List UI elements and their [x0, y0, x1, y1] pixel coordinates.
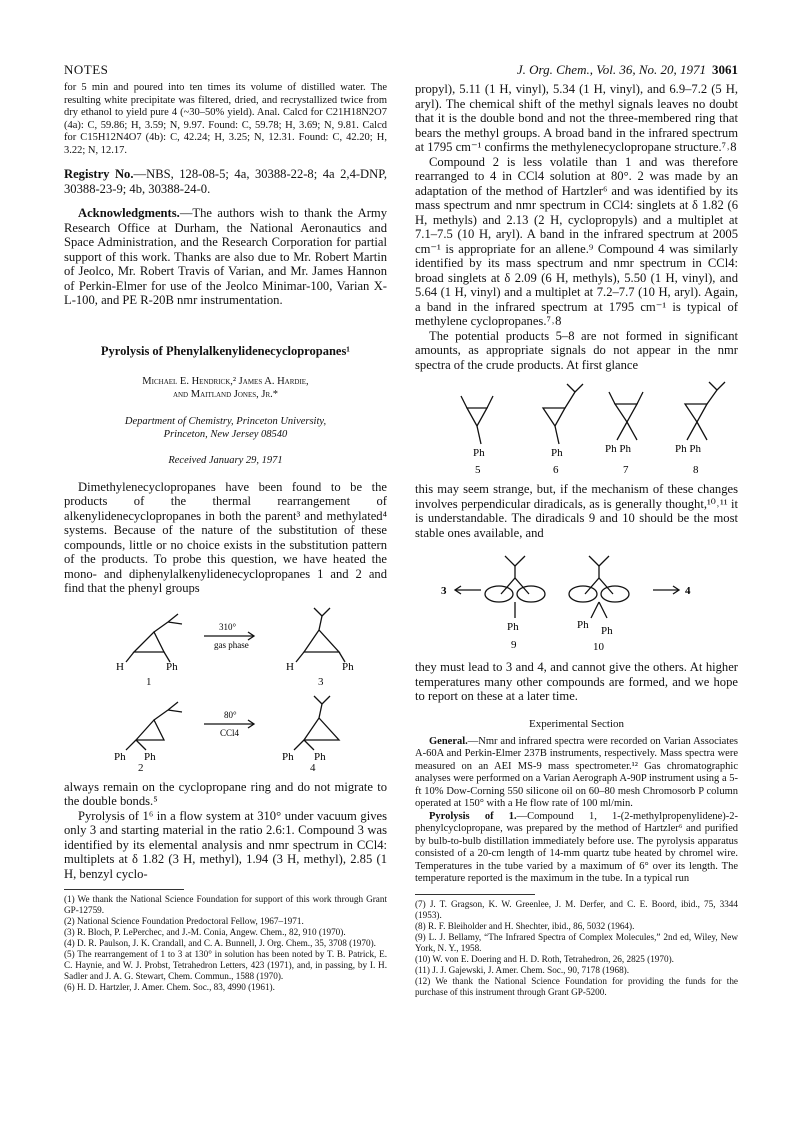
scheme2-ph-right-2: Ph: [314, 750, 326, 762]
footnotes-left: [64, 894, 387, 993]
compound-9-label: 9: [511, 639, 517, 651]
footnote: (3) R. Bloch, P. LePerchec, and J.-M. Conia, Angew. Chem., 82, 910 (1970).: [64, 927, 346, 937]
compound-10-label: 10: [593, 641, 604, 653]
diradicals-scheme: [415, 546, 738, 656]
affiliation: [64, 415, 387, 441]
struct7-ph: Ph Ph: [605, 443, 631, 455]
footnotes-right: [415, 899, 738, 998]
body-paragraph-5: Compound 2 is less volatile than 1 and was therefore rearranged to 4 in CCl4 solution at 80°. 2 was made by an adaptation of the method of Hartzler⁶ and was identified by its mass spectrum and nmr spectrum in CCl4: singlets at δ 1.82 (6 H, methyls) and 2.13 (2 H, cyclopropyls) and a multiplet at 7.1–7.5 (10 H, aryl). A band in the infrared spectrum at 2005 cm⁻¹ is appropriate for an allene.⁹ Compound 4 was similarly identified by its mass spectrum and nmr spectrum in CCl4: broad singlets at δ 2.09 (6 H, methyls), 5.50 (1 H, vinyl), and 5.64 (1 H, vinyl) and a multiplet at 7.2–7.7 (10 H, aryl). Again, a band in the infrared spectrum at 1795 cm⁻¹ is typical of methylene cyclopropanes.⁷˒8: [415, 154, 738, 328]
diradical-left-arrow-label: 3: [441, 585, 447, 597]
authors-line-2: and Maitland Jones, Jr.*: [172, 388, 279, 400]
registry-text: —NBS, 128-08-5; 4a, 30388-22-8; 4a 2,4-DNP, 30388-23-9; 4b, 30388-24-0.: [64, 167, 388, 196]
scheme1-h-right: H: [286, 660, 294, 673]
diradical-9-ph: Ph: [507, 621, 519, 633]
body-paragraph-6: The potential products 5–8 are not formed in significant amounts, as appropriate signals do not appear in the nmr spectra of the crude products. At first glance: [415, 328, 738, 372]
diradical-10-ph-1: Ph: [577, 619, 589, 631]
page-number: 3061: [712, 62, 738, 77]
body-paragraph-7: this may seem strange, but, if the mechanism of these changes involves perpendicular diradicals, as is generally thought,¹⁰˒¹¹ it is understandable. The diradicals 9 and 10 should be the most stable ones available, and: [415, 482, 738, 540]
scheme2-condition-top: 80°: [224, 709, 237, 720]
compound-5-label: 5: [475, 464, 481, 476]
footnote: (9) L. J. Bellamy, “The Infrared Spectra of Complex Molecules,” 2nd ed, Wiley, New York, N. Y., 1958.: [415, 931, 738, 953]
scheme2-labels: [64, 762, 387, 776]
scheme2-ph-left-2: Ph: [144, 750, 156, 762]
compound-8-label: 8: [693, 464, 699, 476]
scheme2-condition-bottom: CCl4: [220, 727, 240, 738]
footnote: (11) J. J. Gajewski, J. Amer. Chem. Soc., 90, 7178 (1968).: [415, 964, 630, 975]
structures-5-8: [415, 378, 738, 478]
running-header-journal: [517, 62, 738, 78]
reaction-scheme-2: [64, 692, 387, 762]
scheme2-ph-left-1: Ph: [114, 750, 126, 762]
general-label: General.: [429, 735, 468, 747]
ack-label: Acknowledgments.: [78, 206, 180, 220]
body-paragraph-4: propyl), 5.11 (1 H, vinyl), 5.34 (1 H, vinyl), and 6.9–7.2 (5 H, aryl). The chemical shift of the methyl signals leaves no doubt that it is the double bond and not the three-membered ring that bears the methyl groups. A broad band in the infrared spectrum at 1795 cm⁻¹ confirms the methylenecyclopropane structure.⁷˒8: [415, 82, 738, 154]
footnote-rule: [415, 894, 535, 895]
footnote: (10) W. von E. Doering and H. D. Roth, Tetrahedron, 26, 2825 (1970).: [415, 953, 674, 964]
diradical-10-ph-2: Ph: [601, 625, 613, 637]
compound-1-label: 1: [146, 675, 152, 688]
compound-3-label: 3: [318, 675, 324, 688]
authors: [64, 375, 387, 401]
footnote: (5) The rearrangement of 1 to 3 at 130° in solution has been noted by T. B. Patrick, E. C. Haynie, and W. J. Probst, Tetrahedron Letters, 423 (1971), and, in passing, by I. H. Sadler and J. A. G. Stewart, Chem. Commun., 1588 (1970).: [64, 949, 387, 981]
registry-numbers: [64, 167, 387, 196]
pyrolysis-label: Pyrolysis of 1.: [429, 810, 517, 822]
section-heading: Experimental Section: [529, 717, 624, 730]
article-title: Pyrolysis of Phenylalkenylidenecyclopropanes¹: [100, 343, 351, 358]
pyrolysis-text: —Compound 1, 1-(2-methylpropenylidene)-2-phenylcyclopropane, was prepared by the method of Hartzler⁶ and purified by bulb-to-bulb distillation immediately before use. The pyrolysis apparatus consisted of a 20-cm length of 14-mm quartz tube heated by chromel wire. Temperatures in the tube varied by a maximum of 6° over its length. The temperature reported is the maximum in the tube. In a typical run: [415, 810, 739, 884]
footnote: (2) National Science Foundation Predoctoral Fellow, 1967–1971.: [64, 916, 304, 926]
compound-6-label: 6: [553, 464, 559, 476]
acknowledgments: [64, 206, 387, 308]
struct5-ph: Ph: [473, 447, 485, 459]
running-header-section: NOTES: [64, 62, 109, 77]
affiliation-line-2: Princeton, New Jersey 08540: [163, 428, 288, 440]
body-paragraph-8: they must lead to 3 and 4, and cannot give the others. At higher temperatures many other compounds are formed, and we hope to report on these at a later time.: [415, 660, 738, 703]
affiliation-line-1: Department of Chemistry, Princeton University,: [124, 415, 327, 427]
body-paragraph-3: Pyrolysis of 1⁶ in a flow system at 310° under vacuum gives only 3 and starting material in the ratio 2.6:1. Compound 3 was identified by its elemental analysis and nmr spectrum in CCl4: multiplets at δ 1.82 (3 H, methyl), 1.94 (3 H, methyl), 2.85 (1 H, benzyl cyclo-: [64, 808, 387, 881]
struct8-ph: Ph Ph: [675, 443, 701, 455]
scheme1-condition-top: 310°: [219, 621, 237, 632]
compound-4-label: 4: [310, 761, 316, 774]
left-column: [64, 82, 387, 993]
footnote: (6) H. D. Hartzler, J. Amer. Chem. Soc., 83, 4990 (1961).: [64, 982, 275, 992]
scheme1-ph-left: Ph: [166, 660, 178, 673]
authors-line-1: Michael E. Hendrick,² James A. Hardie,: [142, 375, 309, 387]
experimental-pyrolysis: [415, 811, 738, 886]
received-date: Received January 29, 1971: [168, 454, 283, 466]
diradical-right-arrow-label: 4: [685, 585, 691, 597]
registry-label: Registry No.: [64, 167, 134, 181]
body-paragraph-2: always remain on the cyclopropane ring and do not migrate to the double bonds.⁵: [64, 779, 387, 808]
right-column: [415, 82, 738, 998]
experimental-general: [415, 736, 738, 811]
footnote: (1) We thank the National Science Foundation for support of this work through Grant GP-12759.: [64, 894, 387, 915]
ack-text: —The authors wish to thank the Army Research Office at Durham, the National Aeronautics and Space Administration, and the Research Corporation for partial support of this work. Thanks are also due to Mr. Robert Martin of Jeolco, Mr. Robert Travis of Varian, and Mr. James Hannon of Perkin-Elmer for use of the Jeolco Minimar-100, Varian X-L-100, and PE R-20B nmr instrumentation.: [64, 206, 387, 307]
scheme1-labels: [64, 676, 387, 688]
journal-citation: J. Org. Chem., Vol. 36, No. 20, 1971: [516, 62, 706, 77]
scheme2-ph-right-1: Ph: [282, 750, 294, 762]
scheme1-condition-bottom: gas phase: [214, 639, 249, 650]
reaction-scheme-1: [64, 600, 387, 676]
struct6-ph: Ph: [551, 447, 563, 459]
footnote: (12) We thank the National Science Foundation for providing the funds for the purchase of this instrument through Grant GP-5200.: [415, 975, 738, 997]
footnote-rule: [64, 889, 184, 890]
intro-paragraph: for 5 min and poured into ten times its volume of distilled water. The resulting white precipitate was filtered, dried, and recrystallized twice from dry ethanol to yield pure 4 (~30–50% yield). Anal. Calcd for C21H18N2O7 (4a): C, 59.86; H, 3.59; N, 9.97. Found: C, 59.78; H, 3.69; N, 9.81. Calcd for C15H12N4O7 (4b): C, 42.24; H, 3.25; N, 12.31. Found: C, 42.20; H, 3.22; N, 12.17.: [64, 82, 387, 156]
scheme1-h-left: H: [116, 660, 124, 673]
footnote: (8) R. F. Bleiholder and H. Shechter, ibid., 86, 5032 (1964).: [415, 920, 635, 931]
compound-7-label: 7: [623, 464, 629, 476]
footnote: (7) J. T. Gragson, K. W. Greenlee, J. M. Derfer, and C. E. Boord, ibid., 75, 3344 (1953).: [415, 898, 738, 920]
compound-2-label: 2: [138, 761, 144, 774]
general-text: —Nmr and infrared spectra were recorded on Varian Associates A-60A and Perkin-Elmer 237B instruments, respectively. Mass spectra were measured on an AEI MS-9 mass spectrometer.¹² Gas chromatographic analyses were performed on a Varian Aerograph A-90P instrument using a 5-ft 10% Dow-Corning 550 silicone oil on 60–80 mesh Chromosorb P column operated at 150° with a He flow rate of 100 ml/min.: [415, 735, 738, 809]
scheme1-ph-right: Ph: [342, 660, 354, 673]
footnote: (4) D. R. Paulson, J. K. Crandall, and C. A. Bunnell, J. Org. Chem., 35, 3708 (1970).: [64, 938, 376, 948]
body-paragraph-1: Dimethylenecyclopropanes have been found to be the products of the thermal rearrangement of alkenylidenecyclopropanes in both the parent³ and methylated⁴ systems. Because of the nature of the substitution of these compounds, little or no choice exists in the substitution pattern of the products. To probe this question, we have heated the mono- and diphenylalkenylidenecyclopropanes 1 and 2 and find that the phenyl groups: [64, 479, 387, 595]
